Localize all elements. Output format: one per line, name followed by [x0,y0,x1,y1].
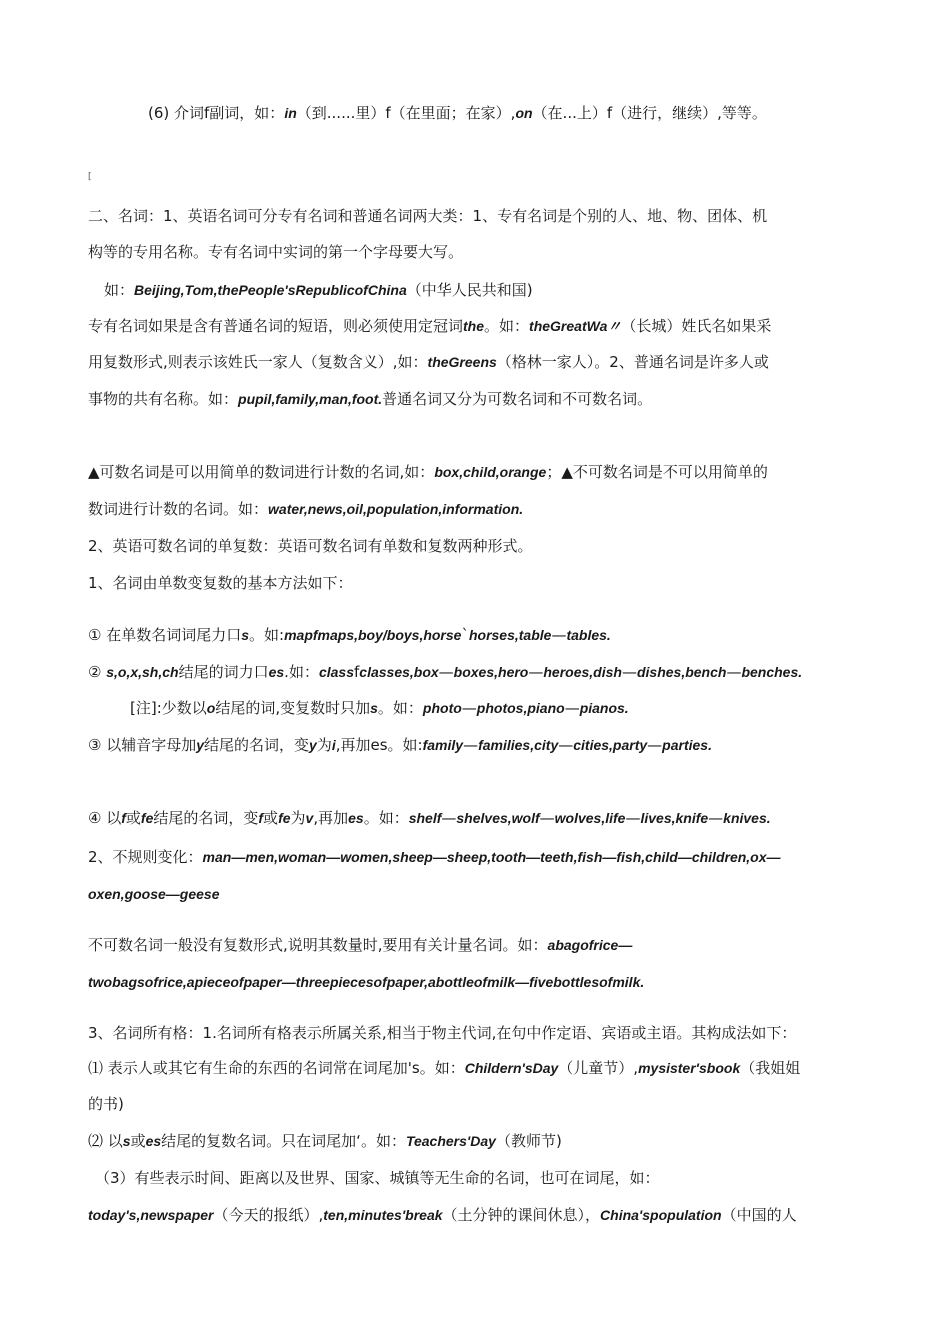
text-line [88,807,771,829]
text-run: 。如： [363,809,409,827]
text-run: — [463,736,479,754]
english-example: dishes,bench [636,664,727,680]
english-example: classes,box [359,664,439,680]
text-line [88,734,712,756]
text-run: 为 [316,736,332,754]
english-example: cities,party [573,737,648,753]
english-example: es [145,1133,162,1149]
english-example: theGreens [427,354,497,370]
text-line [88,661,802,683]
english-example: pupil,family,man,foot. [238,391,383,407]
text-run: （中国的人 [721,1206,797,1224]
english-example: s [370,700,378,716]
text-run: 结尾的名词，变 [153,809,259,827]
english-example: Childern'sDay [464,1060,559,1076]
english-example: fe [140,810,154,826]
text-line [88,241,463,263]
text-run: — [551,626,567,644]
text-line [88,934,632,956]
text-run: — [558,736,574,754]
english-example: China'spopulation [600,1207,722,1223]
text-run: — [708,809,724,827]
text-line [88,351,769,373]
text-run: 结尾的词,变复数时只加 [215,699,371,717]
text-run: 3、名词所有格：1.名词所有格表示所属关系,相当于物主代词,在句中作定语、宾语或主语。其构成法如下： [88,1024,797,1042]
english-example: theGreatWa〃 [529,318,622,334]
text-run: 或 [130,1132,146,1150]
text-run: ；▲不可数名词是不可以用简单的 [546,463,768,481]
text-run: （土分钟的课间休息）， [442,1206,601,1224]
text-run: （3）有些表示时间、距离以及世界、国家、城镇等无生命的名词，也可在词尾，如： [95,1169,660,1187]
text-line [88,1204,797,1226]
text-run: — [438,663,454,681]
text-line [88,624,611,646]
text-run: ▲可数名词是可以用简单的数词进行计数的名词,如： [88,463,435,481]
text-run: 结尾的词力口 [178,663,269,681]
text-line [88,971,644,993]
text-line [88,1130,562,1152]
english-example: twobagsofrice,apieceofpaper—threepiecesofpaper,abottleofmilk—fivebottlesofmilk. [88,974,645,990]
text-run: 或 [125,809,141,827]
text-line [88,846,781,868]
text-run: 。如: [249,626,285,644]
english-example: box,child,orange [434,464,547,480]
text-run: （格林一家人）。2、普通名词是许多人或 [496,353,769,371]
english-example: wolves,life [554,810,626,826]
english-example: es [348,810,364,826]
text-run: （到......里）f（在里面；在家）, [296,104,516,122]
text-line [148,102,767,124]
english-example: Teachers'Day [405,1133,496,1149]
text-run: （我姐姐 [740,1059,801,1077]
text-run: ④ 以 [88,809,122,827]
text-run: [注]:少数以 [130,699,207,717]
text-run: — [726,663,742,681]
text-run: — [647,736,663,754]
text-line [88,461,768,483]
text-line [88,1022,796,1044]
english-example: abagofrice— [547,937,633,953]
text-run: （儿童节）, [558,1059,639,1077]
text-run: 数词进行计数的名词。如： [88,500,269,518]
text-line [95,1167,660,1189]
english-example: es [268,664,285,680]
text-run: — [441,809,457,827]
text-run: ② [88,663,107,681]
english-example: man—men,woman—women,sheep—sheep,tooth—teeth,fish—fish,child—children,ox— [202,849,781,865]
english-example: tables. [566,627,611,643]
text-run: ⑴ 表示人或其它有生命的东西的名词常在词尾加's。如： [88,1059,465,1077]
text-run: 为 [290,809,306,827]
text-run: 的书) [88,1095,124,1113]
text-line [88,315,771,337]
text-run: 如： [104,281,135,299]
text-run: ` [461,626,469,644]
text-run: — [528,663,544,681]
english-example: lives,knife [640,810,709,826]
english-example: the [463,318,485,334]
text-run: 结尾的名词，变 [204,736,310,754]
english-example: y [196,737,205,753]
text-run: 不可数名词一般没有复数形式,说明其数量时,要用有关计量名词。如： [88,936,548,954]
text-run: .如： [284,663,319,681]
text-run: — [539,809,555,827]
english-example: f [258,810,264,826]
text-line [88,205,767,227]
text-run: f [354,663,360,681]
english-example: oxen,goose—geese [88,886,220,902]
text-run: ③ 以辅音字母加 [88,736,197,754]
text-run: ,再加es。如: [335,736,423,754]
english-example: f [121,810,126,826]
english-example: water,news,oil,population,information. [268,501,524,517]
english-example: pianos. [579,700,629,716]
english-example: parties. [662,737,712,753]
text-run: （中华人民共和国) [406,281,533,299]
english-example: v [305,810,314,826]
english-example: mysister'sbook [638,1060,741,1076]
text-line [88,572,353,594]
text-run: ,再加 [313,809,349,827]
text-line [88,1093,124,1115]
text-run: 或 [263,809,279,827]
english-example: on [515,105,533,121]
text-run: （在...上）f（进行，继续）,等等。 [532,104,767,122]
english-example: ten,minutes'break [323,1207,443,1223]
text-run: 。如： [484,317,530,335]
text-run: 普通名词又分为可数名词和不可数名词。 [382,390,653,408]
english-example: in [284,105,297,121]
english-example: heroes,dish [543,664,622,680]
english-example: s,o,x,sh,ch [106,664,179,680]
english-example: families,city [478,737,559,753]
english-example: Beijing,Tom,thePeople'sRepublicofChina [134,282,407,298]
text-run: （今天的报纸）, [213,1206,324,1224]
text-run: 专有名词如果是含有普通名词的短语，则必须使用定冠词 [88,317,464,335]
english-example: family [422,737,464,753]
english-example: boxes,hero [453,664,529,680]
english-example: benches. [741,664,803,680]
text-run: ① 在单数名词词尾力口 [88,626,242,644]
english-example: horses,table [468,627,552,643]
english-example: today's,newspaper [88,1207,214,1223]
text-line [104,279,533,301]
english-example: y [309,737,317,753]
text-run: 2、英语可数名词的单复数：英语可数名词有单数和复数两种形式。 [88,537,533,555]
text-run: 构等的专用名称。专有名词中实词的第一个字母要大写。 [88,243,464,261]
margin-mark: [ [88,172,92,182]
text-run: （长城）姓氏名如果采 [621,317,772,335]
text-run: 用复数形式,则表示该姓氏一家人（复数含义）,如： [88,353,428,371]
english-example: photos,piano [476,700,565,716]
text-line [88,498,523,520]
text-run: — [621,663,637,681]
text-run: 事物的共有名称。如： [88,390,239,408]
text-run: 1、名词由单数变复数的基本方法如下： [88,574,353,592]
text-run: (6) 介词f副词，如： [148,104,285,122]
text-line [88,388,652,410]
english-example: mapfmaps,boy/boys,horse [284,627,462,643]
text-run: 。如： [377,699,423,717]
english-example: s [241,627,250,643]
english-example: s [122,1133,131,1149]
text-line [130,697,629,719]
text-run: ⑵ 以 [88,1132,123,1150]
english-example: shelf [408,810,442,826]
text-line [88,883,220,905]
english-example: fe [278,810,291,826]
english-example: i [331,737,336,753]
text-run: 结尾的复数名词。只在词尾加‘。如： [161,1132,406,1150]
text-run: （教师节) [495,1132,562,1150]
english-example: knives. [723,810,771,826]
text-run: — [564,699,580,717]
text-run: — [461,699,477,717]
english-example: photo [422,700,462,716]
english-example: shelves,wolf [456,810,540,826]
english-example: class [318,664,354,680]
text-run: — [625,809,641,827]
text-line [88,1057,800,1079]
text-run: 2、不规则变化： [88,848,203,866]
text-line [88,535,533,557]
text-run: 二、名词：1、英语名词可分专有名词和普通名词两大类：1、专有名词是个别的人、地、物、团体、机 [88,207,768,225]
english-example: o [206,700,216,716]
